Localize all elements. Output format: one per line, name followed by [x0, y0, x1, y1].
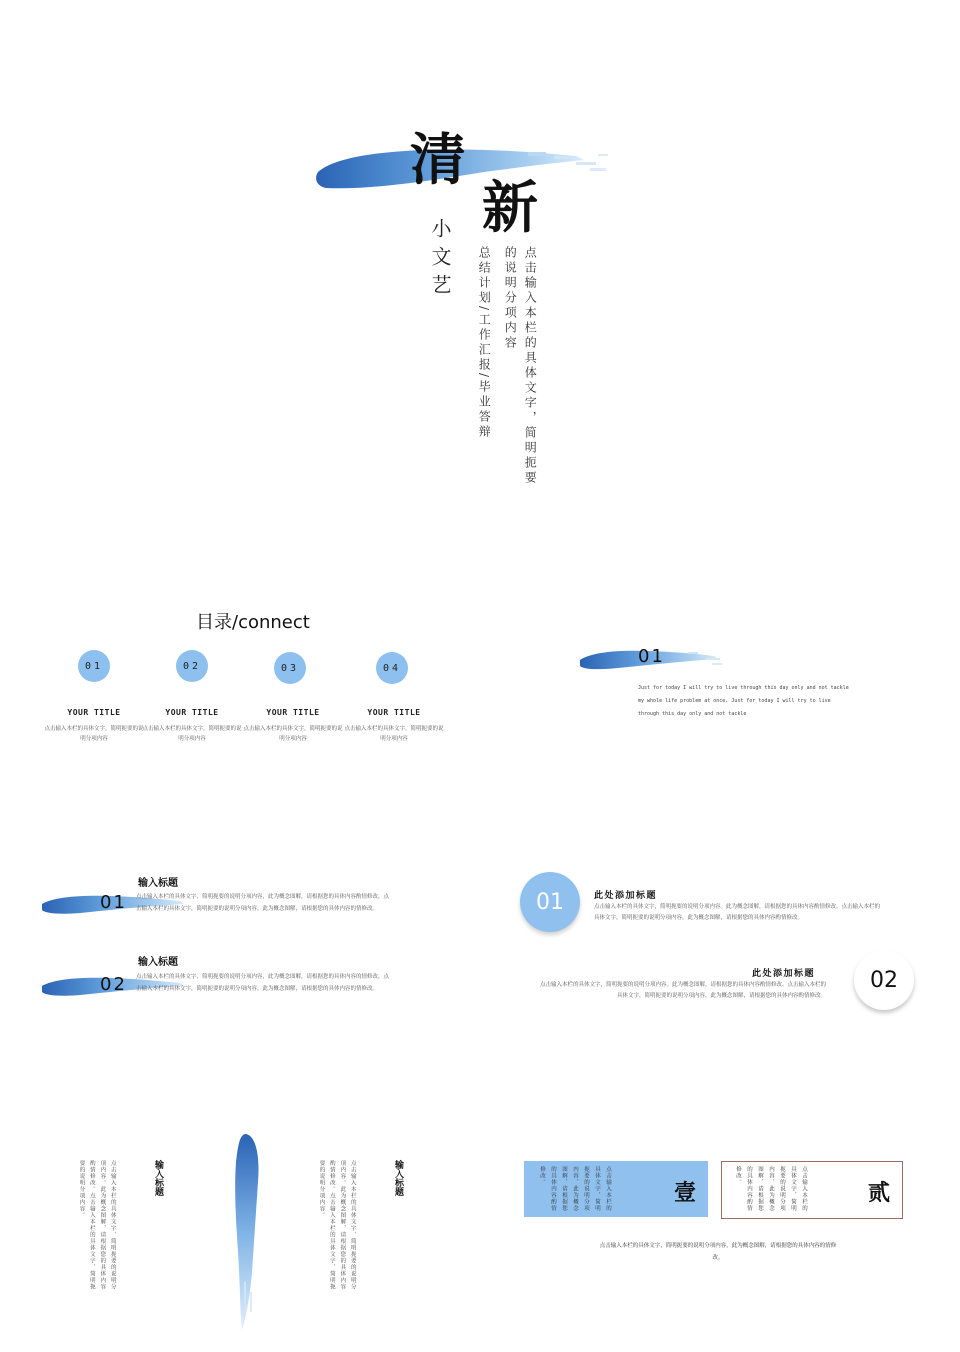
list-item-number: 02: [100, 974, 127, 995]
circle-item-title-2: 此处添加标题: [752, 969, 816, 979]
cover-line-2: 的说明分项内容: [503, 246, 518, 351]
box-blue-char: 壹: [674, 1180, 697, 1206]
circle-number-1: 01: [520, 872, 580, 932]
section-slide: [480, 590, 960, 770]
vertical-text-left: 点击输入本栏的具体文字，简明扼要的说明分项内容。此为概念图解，请根据您的具体内容酌情修改。点击输入本栏的具体文字，简明扼要的说明分项内容。: [78, 1160, 116, 1290]
toc-item-desc: 点击输入本栏的具体文字，简明扼要的说明分项内容: [142, 726, 242, 743]
list-item-text: 点击输入本栏的具体文字，简明扼要的说明分项内容，此为概念图解，请根据您的具体内容的情修改，点击输入本栏的具体文字，简明扼要的说明分项内容，此为概念图解，请根据您的具体内容的情修改。: [136, 974, 390, 992]
cover-slide: [0, 0, 960, 560]
circle-slide: [480, 860, 960, 1030]
cover-line-1: 总结计划/工作汇报/毕业答辩: [477, 246, 492, 441]
box-outlined-char: 贰: [868, 1180, 891, 1206]
circle-item-title-1: 此处添加标题: [594, 891, 658, 901]
toc-slide: [0, 590, 450, 770]
list-slide: [0, 860, 450, 1030]
list-item-title: 输入标题: [138, 878, 178, 889]
cover-title-char-2: 新: [482, 175, 538, 241]
cover-title-char-1: 清: [410, 127, 466, 193]
toc-title: 目录/connect: [196, 612, 310, 633]
toc-item-desc: 点击输入本栏的具体文字，简明扼要的说明分项内容: [243, 726, 343, 743]
cover-line-3: 点击输入本栏的具体文字，简明扼要: [523, 246, 538, 486]
toc-item-label: YOUR TITLE: [367, 708, 421, 717]
toc-number-circle: 01: [78, 650, 110, 682]
toc-number-circle: 02: [176, 650, 208, 682]
vertical-title-right: 输入标题: [393, 1160, 403, 1196]
box-caption: 点击输入本栏的具体文字，简明扼要的说明分项内容，此为概念图解，请根据您的具体内容的情修改。: [599, 1243, 837, 1262]
circle-item-text-2: 点击输入本栏的具体文字，简明扼要的说明分项内容。此为概念图解，请根据您的具体内容酌情修改。点击输入本栏的具体文字，简明扼要的说明分项内容，此为概念图解，请根据您的具体内容酌情修改。: [539, 982, 826, 999]
circle-number-2: 02: [854, 950, 914, 1010]
toc-number-circle: 03: [274, 652, 306, 684]
toc-item-label: YOUR TITLE: [266, 708, 320, 717]
toc-item-label: YOUR TITLE: [67, 708, 121, 717]
vertical-text-right: 点击输入本栏的具体文字，简明扼要的说明分项内容。此为概念图解，请根据您的具体内容酌情修改。点击输入本栏的具体文字，简明扼要的说明分项内容。: [318, 1160, 356, 1290]
list-item-title: 输入标题: [138, 957, 178, 968]
section-text: Just for today I will try to live through this day only and not tackle my whole life problem at once. Just for today I will try to live through this day only and not tackle: [638, 685, 849, 717]
cover-subtitle: 小文艺: [428, 218, 452, 302]
box-blue-text: 点击输入本栏的具体文字，简明扼要的说明分项内容，此为概念图解，请根据您的具体内容酌情修改。: [539, 1166, 611, 1212]
toc-item-label: YOUR TITLE: [165, 708, 219, 717]
box-outlined-text: 点击输入本栏的具体文字，简明扼要的说明分项内容，此为概念图解，请根据您的具体内容酌情修改。: [735, 1166, 807, 1212]
toc-item-desc: 点击输入本栏的具体文字，简明扼要的说明分项内容: [344, 726, 444, 743]
section-number: 01: [638, 646, 665, 667]
vertical-slide: [0, 1120, 450, 1340]
circle-item-text-1: 点击输入本栏的具体文字，简明扼要的说明分项内容。此为概念图解，请根据您的具体内容酌情修改。点击输入本栏的具体文字，简明扼要的说明分项内容，此为概念图解，请根据您的具体内容酌情修改。: [594, 904, 881, 921]
box-slide: [480, 1120, 960, 1340]
toc-item-desc: 点击输入本栏的具体文字，简明扼要的说明分项内容: [44, 726, 144, 743]
toc-number-circle: 04: [376, 652, 408, 684]
vertical-title-left: 输入标题: [153, 1160, 163, 1196]
brush-stroke-vertical: [232, 1132, 266, 1332]
list-item-text: 点击输入本栏的具体文字，简明扼要的说明分项内容，此为概念图解，请根据您的具体内容酌情修改，点击输入本栏的具体文字，简明扼要的说明分项内容，此为概念图解，请根据您的具体内容的情修改。: [136, 894, 390, 912]
list-item-number: 01: [100, 892, 127, 913]
